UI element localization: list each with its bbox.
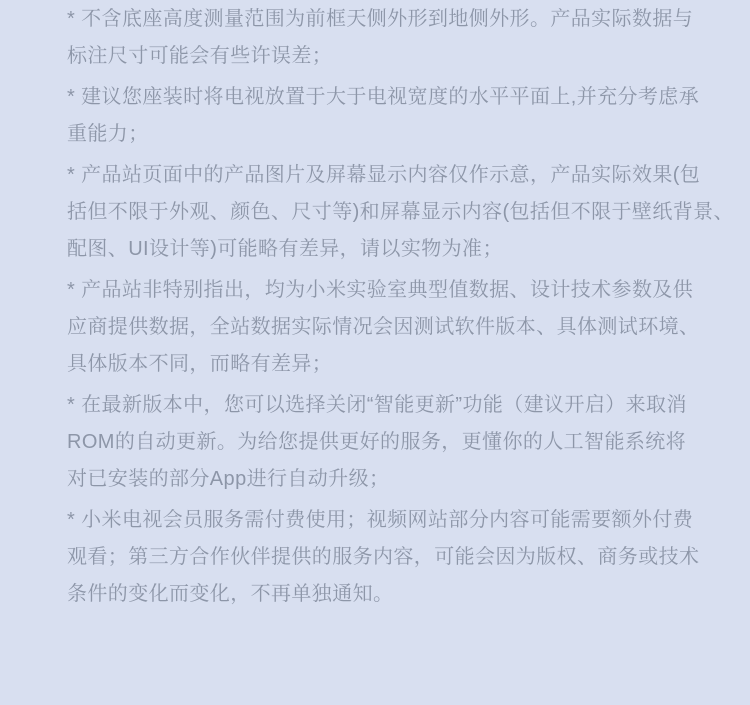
- note-line: 条件的变化而变化，不再单独通知。: [67, 583, 394, 605]
- note-line: * 小米电视会员服务需付费使用；视频网站部分内容可能需要额外付费: [67, 509, 694, 531]
- disclaimer-notes: [67, 1, 734, 617]
- note-paragraph: [67, 502, 700, 613]
- note-line: 应商提供数据，全站数据实际情况会因测试软件版本、具体测试环境、: [67, 316, 700, 338]
- note-line: 标注尺寸可能会有些许误差；: [67, 45, 333, 67]
- note-line: 括但不限于外观、颜色、尺寸等)和屏幕显示内容(包括但不限于壁纸背景、: [67, 201, 734, 223]
- note-line: 具体版本不同，而略有差异；: [67, 353, 333, 375]
- note-paragraph: [67, 157, 734, 268]
- note-line: 重能力；: [67, 123, 149, 145]
- note-paragraph: [67, 1, 695, 75]
- note-paragraph: [67, 272, 700, 383]
- note-line: * 不含底座高度测量范围为前框天侧外形到地侧外形。产品实际数据与: [67, 8, 694, 30]
- note-line: ROM的自动更新。为给您提供更好的服务，更懂你的人工智能系统将: [67, 431, 687, 453]
- note-paragraph: [67, 79, 700, 153]
- note-line: * 产品站页面中的产品图片及屏幕显示内容仅作示意，产品实际效果(包: [67, 164, 701, 186]
- note-line: 对已安装的部分App进行自动升级；: [67, 468, 390, 490]
- note-line: * 建议您座装时将电视放置于大于电视宽度的水平平面上,并充分考虑承: [67, 86, 700, 108]
- note-paragraph: [67, 387, 695, 498]
- note-line: * 在最新版本中，您可以选择关闭“智能更新”功能（建议开启）来取消: [67, 394, 687, 416]
- note-line: * 产品站非特别指出，均为小米实验室典型值数据、设计技术参数及供: [67, 279, 694, 301]
- note-line: 观看；第三方合作伙伴提供的服务内容，可能会因为版权、商务或技术: [67, 546, 700, 568]
- note-line: 配图、UI设计等)可能略有差异，请以实物为准；: [67, 238, 503, 260]
